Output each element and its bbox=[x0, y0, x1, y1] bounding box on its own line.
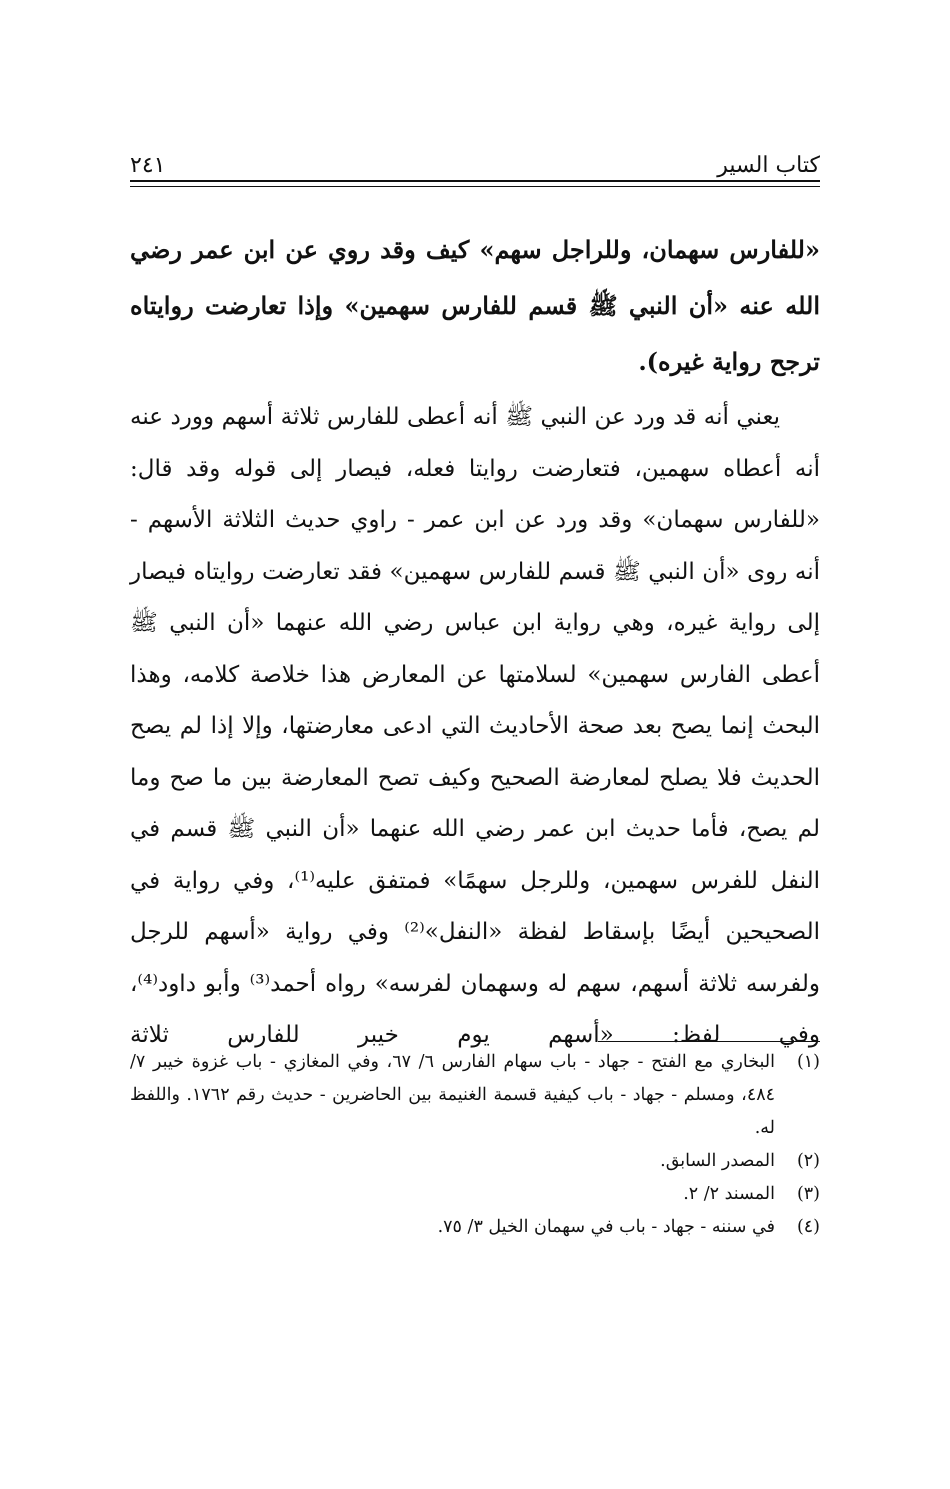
header-rule-thin bbox=[130, 186, 820, 187]
body-paragraph: يعني أنه قد ورد عن النبي ﷺ أنه أعطى للفارس ثلاثة أسهم وورد عنه أنه أعطاه سهمين، فتعارضت روايتا فعله، فيصار إلى قوله وقد قال: «للفارس سهمان» وقد ورد عن ابن عمر - راوي حديث الثلاثة الأسهم - أنه روى «أن النبي ﷺ قسم للفارس سهمين» فقد تعارضت روايتاه فيصار إلى رواية غيره، وهي رواية ابن عباس رضي الله عنهما «أن النبي ﷺ أعطى الفارس سهمين» لسلامتها عن المعارض هذا خلاصة كلامه، وهذا البحث إنما يصح بعد صحة الأحاديث التي ادعى معارضتها، وإلا إذا لم يصح الحديث فلا يصلح لمعارضة الصحيح وكيف تصح المعارضة بين ما صح وما لم يصح، فأما حديث ابن عمر رضي الله عنهما «أن النبي ﷺ قسم في النفل للفرس سهمين، وللرجل سهمًا» فمتفق عليه⁽¹⁾، وفي رواية في الصحيحين أيضًا بإسقاط لفظة «النفل»⁽²⁾ وفي رواية «أسهم للرجل ولفرسه ثلاثة أسهم، سهم له وسهمان لفرسه» رواه أحمد⁽³⁾ وأبو داود⁽⁴⁾، وفي لفظ: «أسهم يوم خيبر للفارس ثلاثة bbox=[130, 404, 821, 1048]
header-rule-thick bbox=[130, 180, 820, 182]
bold-quote-paragraph: «للفارس سهمان، وللراجل سهم» كيف وقد روي عن ابن عمر رضي الله عنه «أن النبي ﷺ قسم للفارس سهمين» وإذا تعارضت روايتاه ترجح رواية غيره). bbox=[130, 235, 820, 376]
footnote-number: (٣) bbox=[796, 1184, 820, 1204]
footnote-2 bbox=[130, 1145, 820, 1178]
footnote-3 bbox=[130, 1178, 820, 1211]
footnotes bbox=[130, 1046, 820, 1244]
footnote-number: (٤) bbox=[796, 1217, 820, 1237]
footnote-text: في سننه - جهاد - باب في سهمان الخيل ٣/ ٧٥. bbox=[437, 1217, 775, 1237]
footnote-1 bbox=[130, 1046, 820, 1145]
footnote-text: المسند ٢/ ٢. bbox=[683, 1184, 775, 1204]
footnote-text: البخاري مع الفتح - جهاد - باب سهام الفارس ٦/ ٦٧، وفي المغازي - باب غزوة خيبر ٧/ ٤٨٤، ومسلم - جهاد - باب كيفية قسمة الغنيمة بين الحاضرين - حديث رقم ١٧٦٢. واللفظ له. bbox=[130, 1052, 776, 1138]
footnote-number: (٢) bbox=[796, 1151, 820, 1171]
page-number: ٢٤١ bbox=[130, 153, 166, 178]
running-header bbox=[130, 138, 820, 178]
chapter-title: كتاب السير bbox=[717, 153, 820, 178]
footnote-number: (١) bbox=[796, 1052, 820, 1072]
footnote-text: المصدر السابق. bbox=[660, 1151, 775, 1171]
footnote-4 bbox=[130, 1211, 820, 1244]
footnote-separator bbox=[598, 1041, 820, 1042]
